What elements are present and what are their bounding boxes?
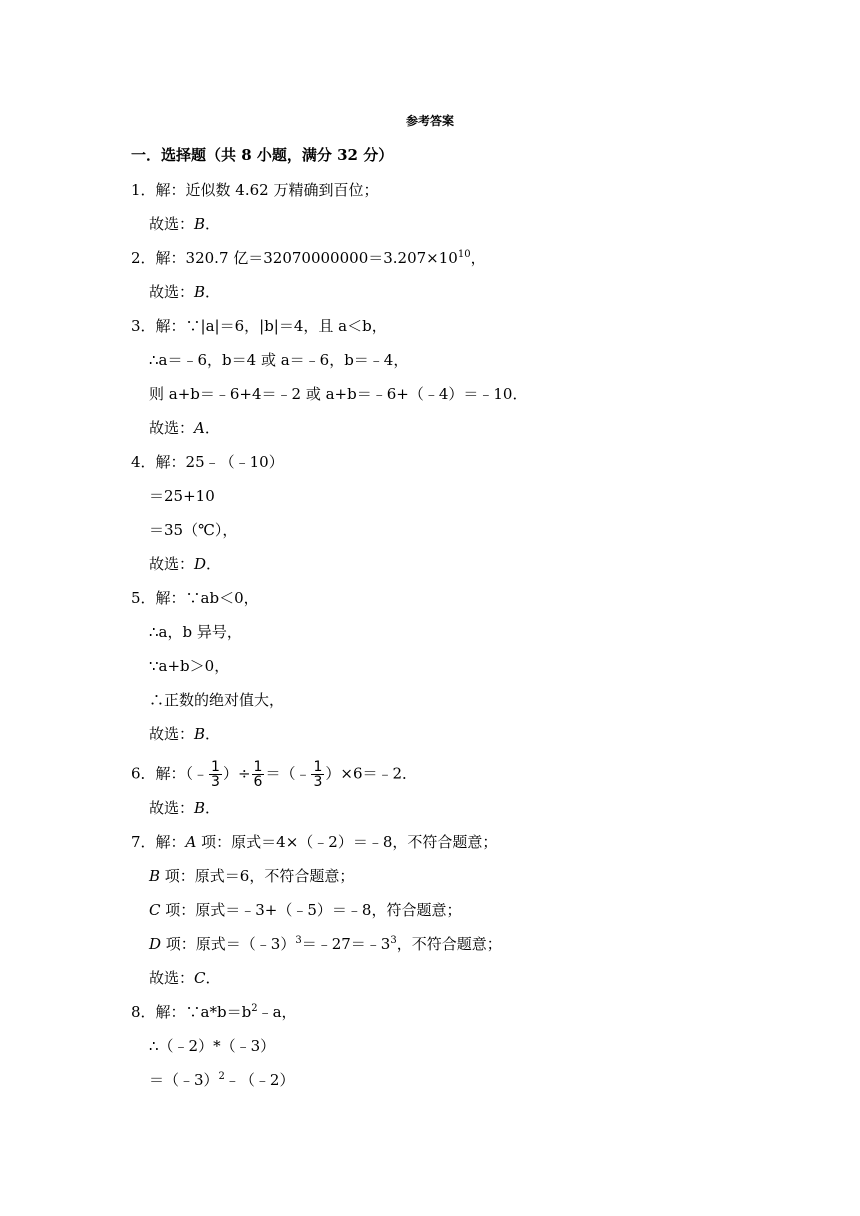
q5-line-2: ∴a，b 异号， bbox=[149, 623, 242, 641]
q4-line-1: 4．解：25﹣（﹣10） bbox=[131, 453, 284, 471]
q8-line-1: 8．解：$\because a*b=b^2﹣a$， bbox=[131, 1003, 297, 1021]
q5-line-4: ∴正数的绝对值大， bbox=[149, 691, 285, 709]
q7-line-4: D 项：原式$=(﹣3)^3=﹣27=﹣3^3$，不符合题意； bbox=[149, 935, 502, 953]
q1-answer: 故选：B． bbox=[149, 215, 221, 233]
q3-line-2: ∴a＝﹣6，b＝4 或 a＝﹣6，b＝﹣4， bbox=[149, 351, 409, 369]
q3-answer: 故选：A． bbox=[149, 419, 220, 437]
q5-line-1: 5．解：∵ab＜0， bbox=[131, 589, 259, 607]
q1-line-1: 1．解：近似数 4.62 万精确到百位； bbox=[131, 181, 379, 199]
q5-line-3: ∵a+b＞0， bbox=[149, 657, 230, 675]
q7-line-1: 7．解：A 项：原式＝4×（﹣2）＝﹣8，不符合题意； bbox=[131, 833, 498, 851]
q2-line-1: 2．解：320.7 亿$=32070000000=3.207\times 10^{10}$， bbox=[131, 249, 486, 267]
fraction-one-third: $\frac{1}{3}$ bbox=[313, 759, 323, 790]
q8-line-3: ＝（﹣3）$^2$﹣（﹣2） bbox=[149, 1071, 295, 1089]
q6-answer: 故选：B． bbox=[149, 799, 221, 817]
section-heading: 一．选择题（共 8 小题，满分 32 分） bbox=[131, 146, 394, 164]
q4-line-3: ＝35（℃）， bbox=[149, 521, 238, 539]
q5-answer: 故选：B． bbox=[149, 725, 221, 743]
fraction-one-sixth: $\frac{1}{6}$ bbox=[253, 759, 263, 790]
q7-line-3: C 项：原式＝﹣3+（﹣5）＝﹣8，符合题意； bbox=[149, 901, 462, 919]
q2-answer: 故选：B． bbox=[149, 283, 221, 301]
page-title: 参考答案 bbox=[405, 114, 454, 128]
q3-line-1: 3．解：∵|a|＝6，|b|＝4，且 a＜b， bbox=[131, 317, 387, 335]
q3-line-3: 则 a+b＝﹣6+4＝﹣2 或 a+b＝﹣6+（﹣4）＝﹣10． bbox=[149, 385, 528, 403]
fraction-one-third: $\frac{1}{3}$ bbox=[211, 759, 220, 790]
q7-line-2: B 项：原式＝6，不符合题意； bbox=[149, 867, 355, 885]
q7-answer: 故选：C． bbox=[149, 969, 221, 987]
q6-line-1: 6．解：（﹣ $\frac{1}{3}$ ）÷ $\frac{1}{6}$ ＝（﹣ $\frac{1}{3}$ ）×6＝﹣2． bbox=[131, 759, 418, 790]
q4-answer: 故选：D． bbox=[149, 555, 222, 573]
q4-line-2: ＝25+10 bbox=[149, 487, 215, 505]
q8-line-2: ∴（﹣2）*（﹣3） bbox=[149, 1037, 276, 1055]
